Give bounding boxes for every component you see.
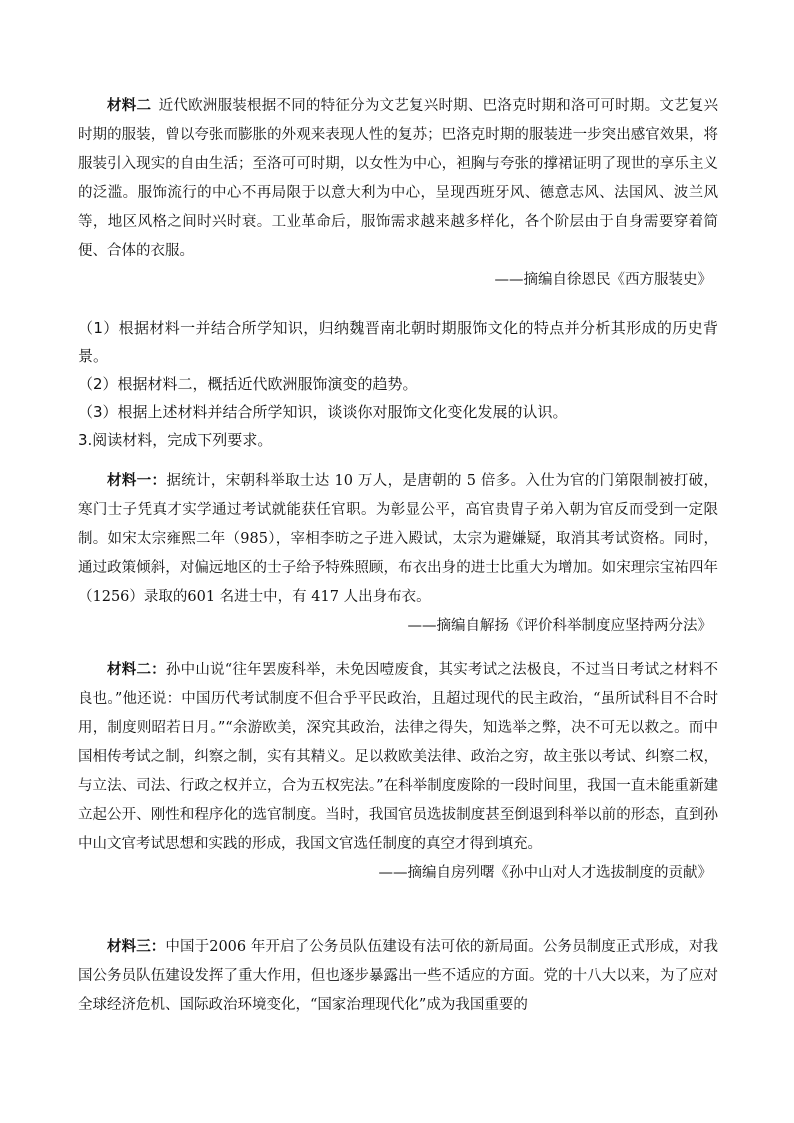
material-label: 材料二： (107, 661, 166, 678)
material-source: ——摘编自房列曙《孙中山对人才选拔制度的贡献》 (378, 865, 712, 881)
material-source: ——摘编自徐恩民《西方服装史》 (494, 272, 712, 288)
material-text: 据统计，宋朝科举取士达 10 万人，是唐朝的 5 倍多。入仕为官的门第限制被打破，寒门士子凭真才实学通过考试就能获任官职。为彰显公平，高官贵胄子弟入朝为官反而受到一定限制。如宋太宗雍熙二年（985），宰相李昉之子进入殿试，太宗为避嫌疑，取消其考试资格。同时，通过政策倾斜，对偏远地区的士子给予特殊照顾，布衣出身的进士比重大为增加。如宋理宗宝祐四年（1256）录取的601 名进士中，有 417 人出身布衣。 (78, 473, 718, 605)
question-item: （3）根据上述材料并结合所学知识，谈谈你对服饰文化变化发展的认识。 (78, 403, 568, 421)
material-text: 中国于2006 年开启了公务员队伍建设有法可依的新局面。公务员制度正式形成，对我国公务员队伍建设发挥了重大作用，但也逐步暴露出一些不适应的方面。党的十八大以来，为了应对全球经济危机、国际政治环境变化，“国家治理现代化”成为我国重要的 (78, 939, 719, 1013)
material-1-paragraph (78, 466, 718, 612)
material-text: 孙中山说“往年罢废科举，未免因噎废食，其实考试之法极良，不过当日考试之材料不良也。”他还说：中国历代考试制度不但合乎平民政治，且超过现代的民主政治，“虽所试科目不合时用，制度则昭若日月。”“余游欧美，深究其政治，法律之得失，知选举之弊，决不可无以救之。而中国相传考试之制，纠察之制，实有其精义。足以救欧美法律、政治之穷，故主张以考试、纠察二权，与立法、司法、行政之权并立，合为五权宪法。”在科举制度废除的一段时间里，我国一直未能重新建立起公开、刚性和程序化的选官制度。当时，我国官员选拔制度甚至倒退到科举以前的形态，直到孙中山文官考试思想和实践的形成，我国文官选任制度的真空才得到填充。 (78, 662, 718, 852)
material-2-sun (78, 655, 718, 887)
material-3-paragraph (78, 932, 718, 1020)
material-source: ——摘编自解扬《评价科举制度应坚持两分法》 (407, 618, 712, 634)
material-label: 材料一： (107, 472, 167, 489)
material-2-fashion (78, 91, 718, 294)
question-item: （1）根据材料一并结合所学知识，归纳魏晋南北朝时期服饰文化的特点并分析其形成的历史背景。 (78, 319, 718, 365)
material-2-sun-paragraph (78, 655, 718, 859)
material-label: 材料二 (107, 97, 152, 114)
material-3-civil (78, 932, 718, 1020)
material-1-exam (78, 466, 718, 640)
material-label: 材料三： (107, 938, 166, 955)
question-2-items (78, 314, 718, 454)
material-2-paragraph (78, 91, 718, 266)
question-3-title: 3.阅读材料，完成下列要求。 (78, 431, 273, 449)
question-item: （2）根据材料二，概括近代欧洲服饰演变的趋势。 (78, 375, 418, 393)
material-text: 近代欧洲服装根据不同的特征分为文艺复兴时期、巴洛克时期和洛可可时期。文艺复兴时期的服装，曾以夸张而膨胀的外观来表现人性的复苏；巴洛克时期的服装进一步突出感官效果，将服装引入现实的自由生活；至洛可可时期，以女性为中心，袒胸与夸张的撑裙证明了现世的享乐主义的泛滥。服饰流行的中心不再局限于以意大利为中心，呈现西班牙风、德意志风、法国风、波兰风等，地区风格之间时兴时衰。工业革命后，服饰需求越来越多样化，各个阶层由于自身需要穿着简便、合体的衣服。 (78, 98, 719, 259)
